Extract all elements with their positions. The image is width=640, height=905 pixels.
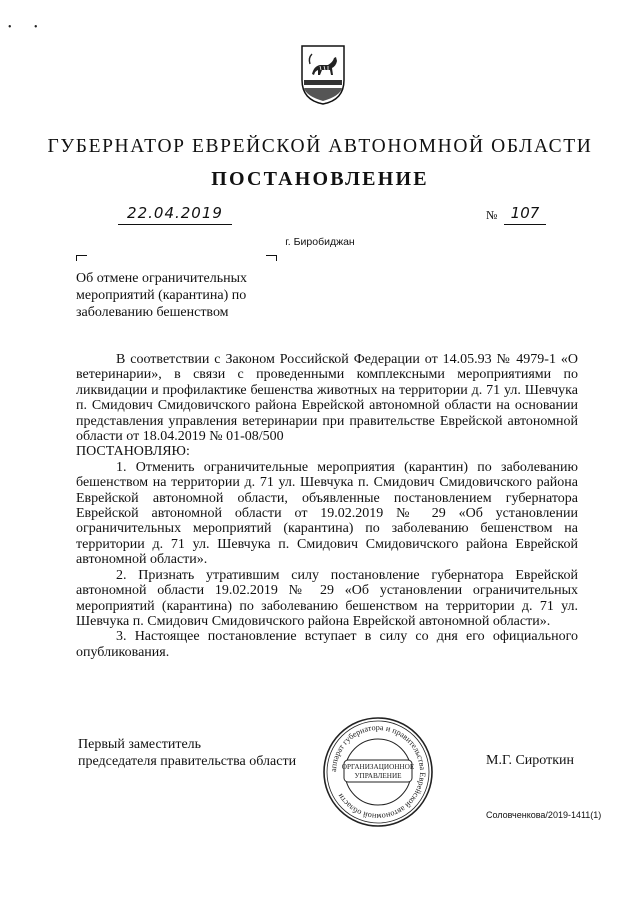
authority-title: ГУБЕРНАТОР ЕВРЕЙСКОЙ АВТОНОМНОЙ ОБЛАСТИ — [47, 136, 593, 157]
subject-bracket-right — [266, 255, 277, 261]
official-stamp — [320, 714, 436, 830]
subject-block — [76, 270, 276, 321]
item-2-paragraph: 2. Признать утратившим силу постановление губернатора Еврейской автономной области 19.02.2019 № 29 «Об установлении ограничительных мероприятий (карантина) по заболеванию бешенством на территории д. 71 ул. Шевчука п. Смидович Смидовичского района Еврейской автономной области». — [76, 567, 578, 629]
signatory-position-line: Первый заместитель — [78, 737, 202, 752]
document-type: ПОСТАНОВЛЕНИЕ — [211, 168, 429, 190]
coat-of-arms-icon — [300, 44, 346, 106]
subject-bracket-left — [76, 255, 87, 261]
document-body — [76, 352, 578, 660]
stamp-center-line: УПРАВЛЕНИЕ — [354, 772, 402, 780]
document-date: 22.04.2019 — [118, 202, 232, 225]
city: г. Биробиджан — [285, 236, 355, 248]
document-number: 107 — [504, 202, 546, 225]
executor-reference: Соловченкова/2019-1411(1) — [486, 810, 602, 820]
signatory-name: М.Г. Сироткин — [486, 753, 575, 768]
subject-line: заболеванию бешенством — [76, 305, 229, 320]
stamp-ring-text: аппарат губернатора и правительства Еврейской автономной области — [328, 722, 428, 822]
number-label: № — [486, 208, 498, 222]
stamp-center-line: ОРГАНИЗАЦИОННОЕ — [341, 763, 415, 771]
preamble-paragraph: В соответствии с Законом Российской Федерации от 14.05.93 № 4979-1 «О ветеринарии», в связи с проведенными комплексными мероприятиями по ликвидации и профилактике бешенства животных на территории д. 71 ул. Шевчука п. Смидович Смидовичского района Еврейской автономной области на основании представления управления ветеринарии при правительстве Еврейской автономной области от 18.04.2019 № 01-08/500 — [76, 352, 578, 445]
subject-line: мероприятий (карантина) по — [76, 288, 247, 303]
item-1-paragraph: 1. Отменить ограничительные мероприятия (карантин) по заболеванию бешенством на территории д. 71 ул. Шевчука п. Смидович Смидовичского района Еврейской автономной области, объявленные постановлением губернатора Еврейской автономной области от 19.02.2019 № 29 «Об установлении ограничительных мероприятий (карантина) по заболеванию бешенством на территории д. 71 ул. Шевчука п. Смидович Смидовичского района Еврейской автономной области». — [76, 459, 578, 568]
signatory-position — [78, 736, 296, 770]
item-3-paragraph: 3. Настоящее постановление вступает в силу со дня его официального опубликования. — [76, 629, 578, 660]
scan-specks: • • — [8, 22, 48, 33]
decree-word: ПОСТАНОВЛЯЮ: — [76, 444, 190, 460]
signatory-position-line: председателя правительства области — [78, 754, 297, 769]
subject-line: Об отмене ограничительных — [76, 271, 248, 286]
